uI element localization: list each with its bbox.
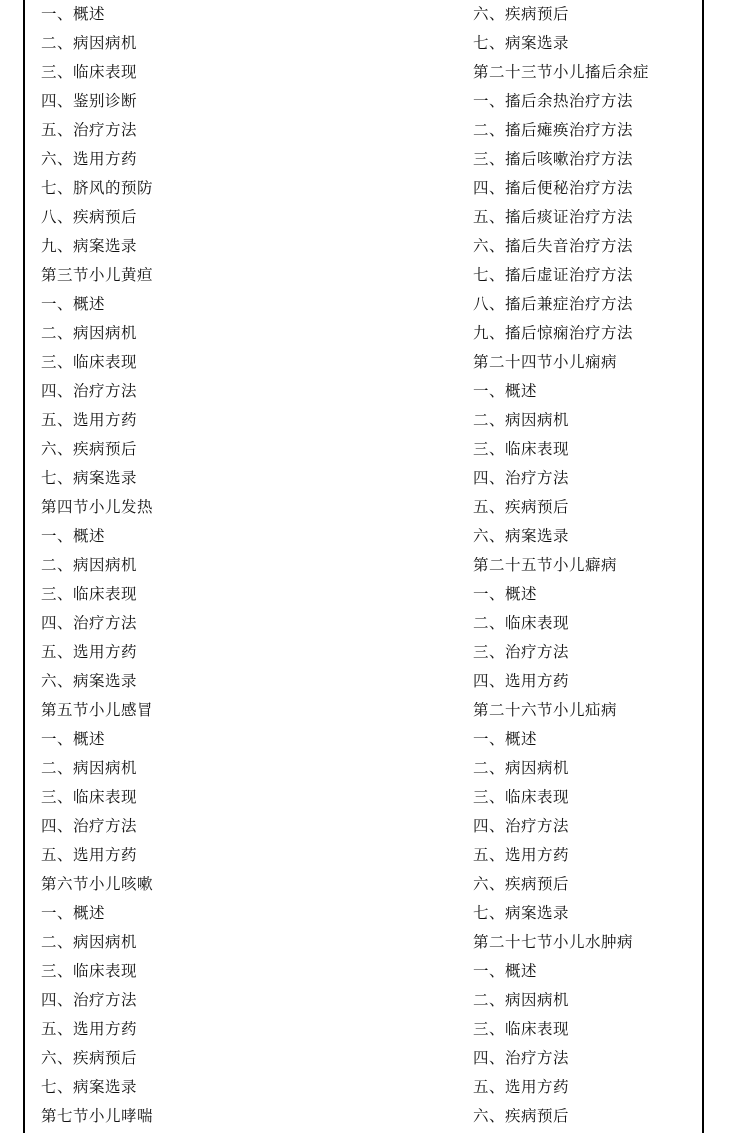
- toc-entry: 五、疾病预后: [473, 498, 570, 516]
- toc-entry: 八、疾病预后: [41, 208, 138, 226]
- toc-section-heading: 第二十五节小儿癖病: [473, 556, 618, 574]
- toc-entry: 二、病因病机: [41, 556, 138, 574]
- toc-entry: 四、鉴别诊断: [41, 92, 138, 110]
- toc-section-heading: 第二十四节小儿痫病: [473, 353, 618, 371]
- toc-section-heading: 第二十七节小儿水肿病: [473, 933, 634, 951]
- toc-entry: 一、概述: [41, 730, 106, 748]
- toc-entry: 四、选用方药: [473, 672, 570, 690]
- toc-entry: 三、临床表现: [41, 353, 138, 371]
- toc-entry: 一、概述: [41, 904, 106, 922]
- toc-entry: 七、脐风的预防: [41, 179, 154, 197]
- toc-entry: 一、概述: [41, 295, 106, 313]
- toc-entry: 六、搐后失音治疗方法: [473, 237, 634, 255]
- toc-entry: 一、概述: [41, 5, 106, 23]
- toc-entry: 二、病因病机: [41, 34, 138, 52]
- toc-entry: 二、病因病机: [473, 991, 570, 1009]
- toc-entry: 七、病案选录: [41, 1078, 138, 1096]
- toc-entry: 二、搐后瘫痪治疗方法: [473, 121, 634, 139]
- toc-entry: 六、选用方药: [41, 150, 138, 168]
- toc-entry: 五、选用方药: [41, 411, 138, 429]
- toc-entry: 三、临床表现: [41, 63, 138, 81]
- toc-entry: 五、搐后痰证治疗方法: [473, 208, 634, 226]
- toc-section-heading: 第三节小儿黄疸: [41, 266, 154, 284]
- toc-entry: 三、治疗方法: [473, 643, 570, 661]
- toc-entry: 七、病案选录: [473, 904, 570, 922]
- toc-entry: 八、搐后兼症治疗方法: [473, 295, 634, 313]
- toc-entry: 一、概述: [473, 585, 538, 603]
- toc-entry: 三、搐后咳嗽治疗方法: [473, 150, 634, 168]
- toc-entry: 二、病因病机: [473, 759, 570, 777]
- toc-section-heading: 第二十六节小儿疝病: [473, 701, 618, 719]
- toc-entry: 七、病案选录: [41, 469, 138, 487]
- toc-entry: 六、病案选录: [473, 527, 570, 545]
- toc-entry: 六、疾病预后: [473, 875, 570, 893]
- toc-section-heading: 第四节小儿发热: [41, 498, 154, 516]
- toc-entry: 七、病案选录: [473, 34, 570, 52]
- toc-entry: 四、治疗方法: [41, 382, 138, 400]
- toc-section-heading: 第五节小儿感冒: [41, 701, 154, 719]
- toc-entry: 二、病因病机: [41, 759, 138, 777]
- toc-entry: 六、疾病预后: [41, 1049, 138, 1067]
- toc-entry: 二、病因病机: [41, 933, 138, 951]
- toc-entry: 一、概述: [473, 962, 538, 980]
- toc-entry: 三、临床表现: [473, 1020, 570, 1038]
- toc-entry: 五、选用方药: [473, 1078, 570, 1096]
- toc-section-heading: 第六节小儿咳嗽: [41, 875, 154, 893]
- toc-entry: 三、临床表现: [41, 962, 138, 980]
- toc-entry: 五、治疗方法: [41, 121, 138, 139]
- toc-entry: 六、疾病预后: [41, 440, 138, 458]
- toc-entry: 四、治疗方法: [41, 817, 138, 835]
- toc-entry: 九、病案选录: [41, 237, 138, 255]
- toc-entry: 五、选用方药: [41, 643, 138, 661]
- toc-entry: 三、临床表现: [41, 585, 138, 603]
- toc-entry: 六、疾病预后: [473, 5, 570, 23]
- toc-entry: 六、病案选录: [41, 672, 138, 690]
- toc-entry: 一、搐后余热治疗方法: [473, 92, 634, 110]
- toc-entry: 五、选用方药: [41, 846, 138, 864]
- toc-section-heading: 第七节小儿哮喘: [41, 1107, 154, 1125]
- toc-entry: 二、病因病机: [41, 324, 138, 342]
- toc-entry: 五、选用方药: [473, 846, 570, 864]
- toc-entry: 四、治疗方法: [41, 991, 138, 1009]
- toc-entry: 一、概述: [41, 527, 106, 545]
- toc-entry: 四、治疗方法: [473, 469, 570, 487]
- toc-left-column: [41, 0, 153, 1131]
- toc-entry: 一、概述: [473, 730, 538, 748]
- toc-entry: 六、疾病预后: [473, 1107, 570, 1125]
- toc-entry: 三、临床表现: [41, 788, 138, 806]
- toc-entry: 四、治疗方法: [473, 817, 570, 835]
- toc-entry: 五、选用方药: [41, 1020, 138, 1038]
- toc-entry: 二、病因病机: [473, 411, 570, 429]
- toc-entry: 二、临床表现: [473, 614, 570, 632]
- toc-entry: 三、临床表现: [473, 440, 570, 458]
- toc-entry: 九、搐后惊痫治疗方法: [473, 324, 634, 342]
- toc-section-heading: 第二十三节小儿搐后余症: [473, 63, 650, 81]
- toc-entry: 三、临床表现: [473, 788, 570, 806]
- toc-entry: 四、治疗方法: [41, 614, 138, 632]
- toc-entry: 一、概述: [473, 382, 538, 400]
- toc-entry: 七、搐后虚证治疗方法: [473, 266, 634, 284]
- toc-right-column: [473, 0, 649, 1131]
- toc-entry: 四、搐后便秘治疗方法: [473, 179, 634, 197]
- toc-entry: 四、治疗方法: [473, 1049, 570, 1067]
